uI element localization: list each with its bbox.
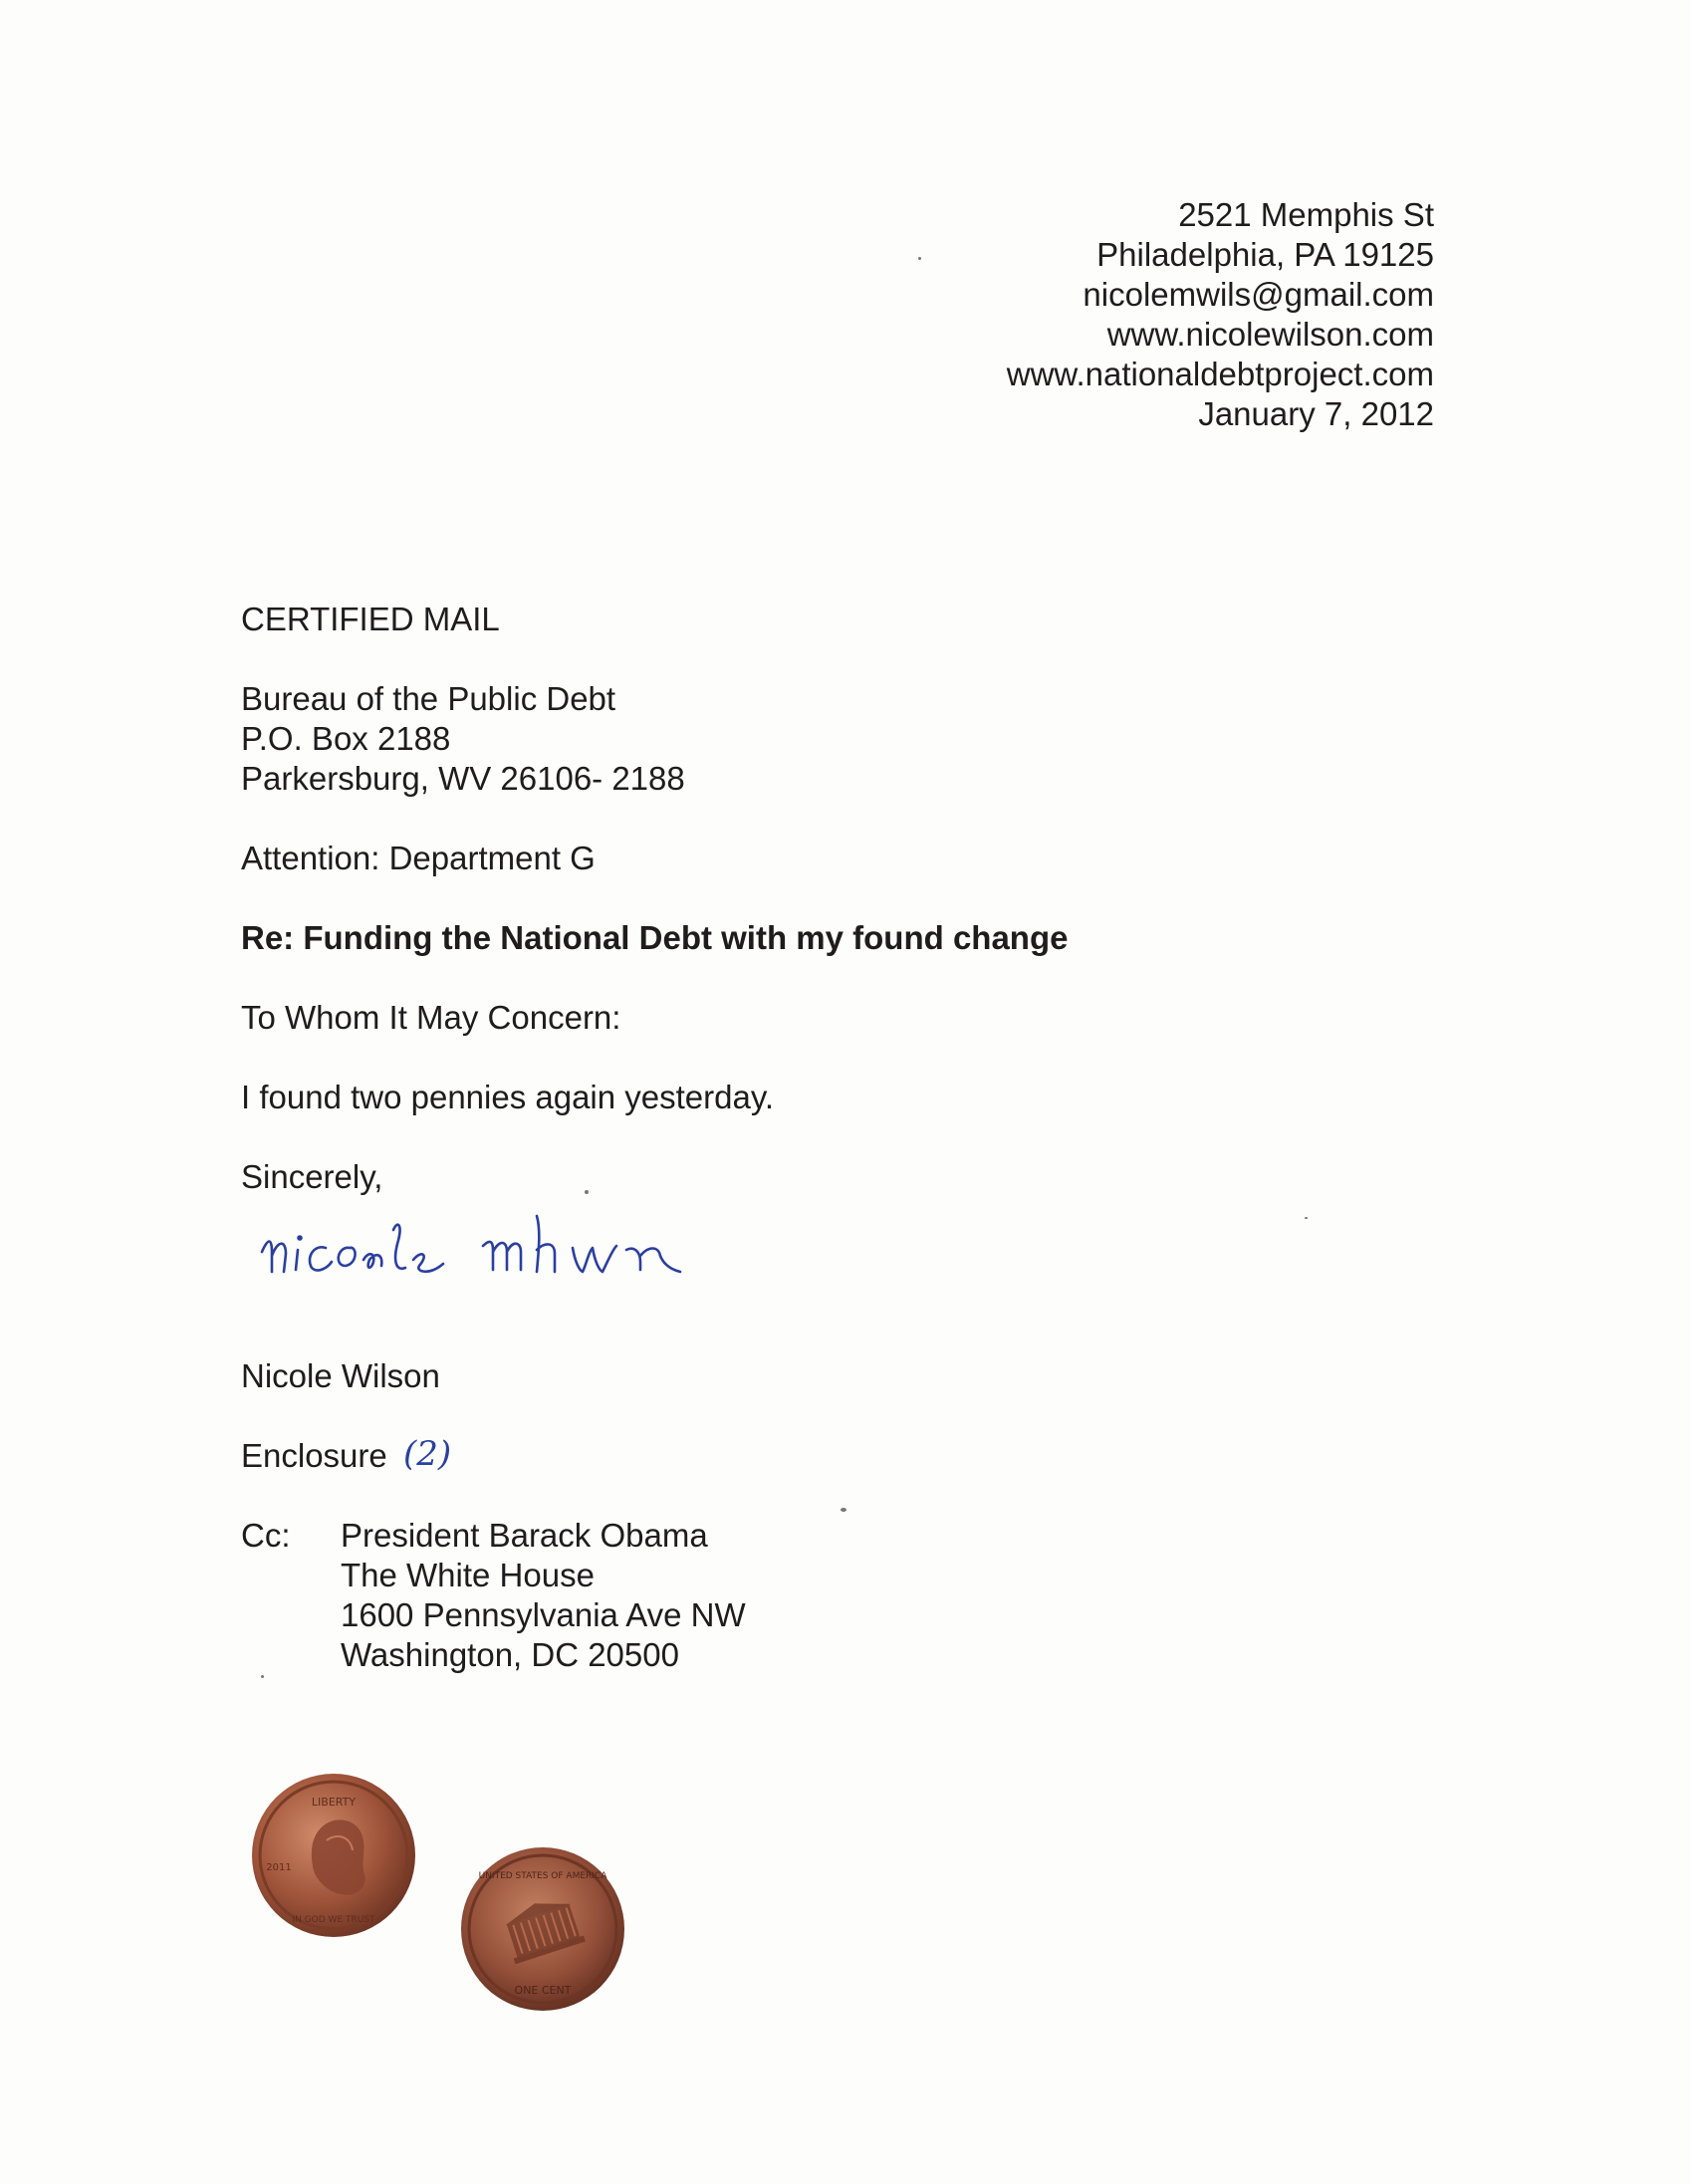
enclosure-line: Enclosure <box>241 1437 387 1474</box>
scan-speck <box>261 1675 264 1678</box>
cc-line: President Barack Obama <box>341 1517 708 1554</box>
sender-city: Philadelphia, PA 19125 <box>1096 236 1434 273</box>
recipient-box: P.O. Box 2188 <box>241 720 451 757</box>
coin-year: 2011 <box>266 1862 292 1873</box>
sender-email: nicolemwils@gmail.com <box>1083 276 1434 313</box>
handwritten-signature <box>254 1190 692 1300</box>
sender-street: 2521 Memphis St <box>1178 196 1434 233</box>
scan-speck <box>585 1190 589 1194</box>
attention-line: Attention: Department G <box>241 840 596 876</box>
recipient-name: Bureau of the Public Debt <box>241 680 616 717</box>
coin-motto2: IN GOD WE TRUST <box>292 1915 375 1925</box>
sender-website: www.nicolewilson.com <box>1106 316 1434 353</box>
sender-website-project: www.nationaldebtproject.com <box>1006 356 1434 392</box>
signer-name: Nicole Wilson <box>241 1357 440 1394</box>
cc-label: Cc: <box>241 1517 291 1554</box>
mail-type: CERTIFIED MAIL <box>241 601 500 637</box>
penny-front-image <box>249 1771 418 1940</box>
letter-date: January 7, 2012 <box>1198 395 1434 432</box>
penny-back-image <box>458 1844 627 2014</box>
recipient-city: Parkersburg, WV 26106- 2188 <box>241 760 685 797</box>
closing: Sincerely, <box>241 1158 383 1195</box>
cc-address-block <box>341 1516 746 1675</box>
cc-line: Washington, DC 20500 <box>341 1636 679 1673</box>
sender-address-block <box>737 195 1434 434</box>
salutation: To Whom It May Concern: <box>241 999 621 1036</box>
coin-back-bottom: ONE CENT <box>514 1984 572 1997</box>
subject-line: Re: Funding the National Debt with my found change <box>241 919 1069 956</box>
letter-body: I found two pennies again yesterday. <box>241 1079 775 1115</box>
coin-motto: LIBERTY <box>311 1796 357 1809</box>
scan-speck <box>841 1508 846 1512</box>
scan-speck <box>1305 1217 1308 1219</box>
cc-line: The White House <box>341 1557 595 1593</box>
coin-back-top: UNITED STATES OF AMERICA <box>478 1871 607 1881</box>
recipient-address-block <box>241 679 685 799</box>
enclosure-count-handwritten: (2) <box>403 1434 452 1474</box>
scan-speck <box>918 257 921 260</box>
cc-line: 1600 Pennsylvania Ave NW <box>341 1596 746 1633</box>
